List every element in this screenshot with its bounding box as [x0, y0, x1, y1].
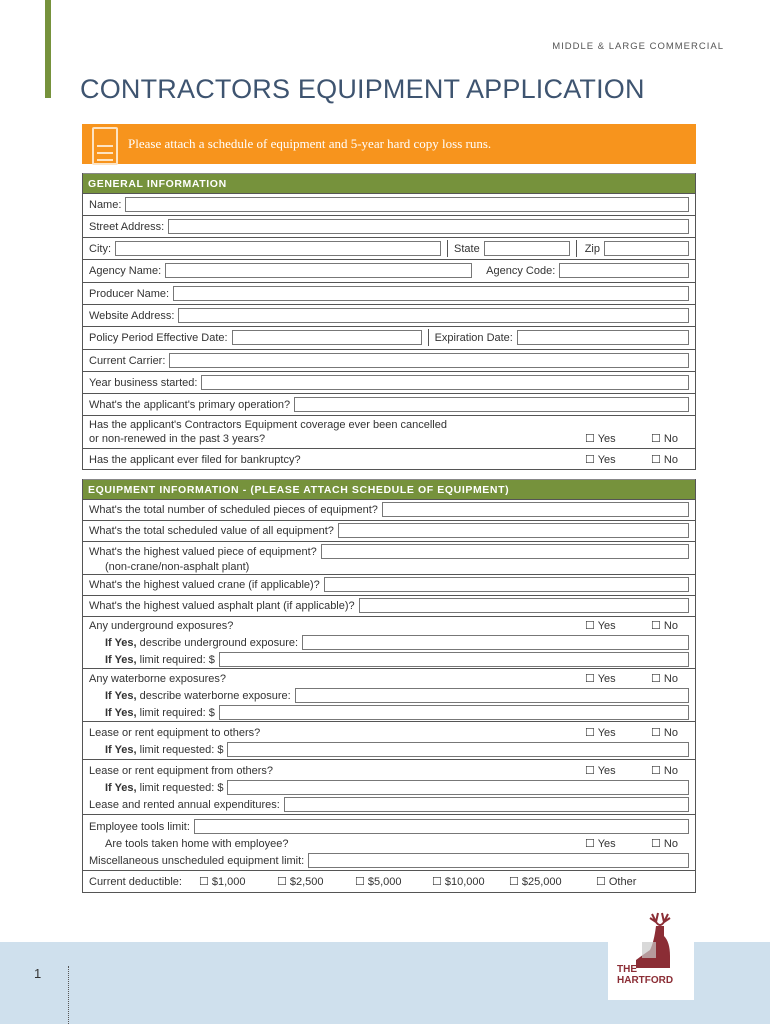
deductible-5000-checkbox[interactable]: ☐ $5,000	[354, 876, 402, 888]
zip-field[interactable]	[604, 241, 689, 256]
city-label: City:	[89, 242, 111, 255]
lease-from-limit-field[interactable]	[227, 780, 689, 795]
lease-to-limit-label: limit requested: $	[139, 743, 224, 756]
hartford-logo	[608, 912, 694, 1000]
deductible-label: Current deductible:	[89, 875, 182, 888]
agency-name-label: Agency Name:	[89, 264, 162, 277]
agency-name-field[interactable]	[165, 263, 472, 278]
deductible-10000-checkbox[interactable]: ☐ $10,000	[431, 876, 485, 888]
if-yes-label: If Yes,	[105, 743, 137, 756]
current-carrier-field[interactable]	[169, 353, 689, 368]
lease-expenditures-label: Lease and rented annual expenditures:	[89, 798, 280, 811]
lease-from-yes-checkbox[interactable]: ☐ Yes	[585, 765, 616, 777]
name-field[interactable]	[125, 197, 689, 212]
effective-date-label: Policy Period Effective Date:	[89, 331, 228, 344]
name-label: Name:	[89, 198, 122, 211]
agency-code-label: Agency Code:	[486, 264, 556, 277]
stag-icon	[608, 912, 694, 1000]
if-yes-label: If Yes,	[105, 689, 137, 702]
general-information-section	[82, 173, 696, 470]
bankruptcy-no-checkbox[interactable]: ☐ No	[651, 454, 678, 466]
underground-limit-field[interactable]	[219, 652, 689, 667]
operation-label: What's the applicant's primary operation?	[89, 398, 291, 411]
lease-from-question: Lease or rent equipment from others?	[89, 764, 274, 777]
waterborne-limit-field[interactable]	[219, 705, 689, 720]
tools-home-question: Are tools taken home with employee?	[105, 837, 289, 850]
banner-text: Please attach a schedule of equipment and 5-year hard copy loss runs.	[128, 136, 492, 151]
lease-from-limit-label: limit requested: $	[139, 781, 224, 794]
page-title: CONTRACTORS EQUIPMENT APPLICATION	[80, 74, 645, 104]
waterborne-question: Any waterborne exposures?	[89, 672, 226, 685]
section-heading: EQUIPMENT INFORMATION - (PLEASE ATTACH SCHEDULE OF EQUIPMENT)	[83, 479, 695, 499]
series-label: MIDDLE & LARGE COMMERCIAL	[552, 41, 724, 52]
asphalt-label: What's the highest valued asphalt plant (if applicable)?	[89, 599, 355, 612]
section-heading: GENERAL INFORMATION	[83, 173, 695, 193]
cancelled-yes-checkbox[interactable]: ☐ Yes	[585, 433, 616, 445]
if-yes-label: If Yes,	[105, 636, 137, 649]
total-value-label: What's the total scheduled value of all equipment?	[89, 524, 334, 537]
total-value-field[interactable]	[338, 523, 689, 538]
primary-operation-field[interactable]	[294, 397, 689, 412]
tools-home-no-checkbox[interactable]: ☐ No	[651, 838, 678, 850]
dotted-divider	[68, 966, 69, 1024]
total-pieces-label: What's the total number of scheduled pieces of equipment?	[89, 503, 378, 516]
highest-piece-label: What's the highest valued piece of equipment?	[89, 545, 317, 558]
underground-no-checkbox[interactable]: ☐ No	[651, 620, 678, 632]
if-yes-label: If Yes,	[105, 781, 137, 794]
expiration-date-label: Expiration Date:	[434, 331, 513, 344]
waterborne-describe-field[interactable]	[295, 688, 689, 703]
deductible-1000-checkbox[interactable]: ☐ $1,000	[198, 876, 246, 888]
deductible-other-checkbox[interactable]: ☐ Other	[595, 876, 637, 888]
waterborne-no-checkbox[interactable]: ☐ No	[651, 673, 678, 685]
lease-to-yes-checkbox[interactable]: ☐ Yes	[585, 727, 616, 739]
waterborne-yes-checkbox[interactable]: ☐ Yes	[585, 673, 616, 685]
waterborne-limit-label: limit required: $	[139, 706, 215, 719]
underground-limit-label: limit required: $	[139, 653, 215, 666]
employee-tools-label: Employee tools limit:	[89, 820, 190, 833]
logo-text: THE HARTFORD	[617, 964, 674, 986]
asphalt-field[interactable]	[359, 598, 689, 613]
lease-to-no-checkbox[interactable]: ☐ No	[651, 727, 678, 739]
expiration-date-field[interactable]	[517, 330, 689, 345]
street-label: Street Address:	[89, 220, 165, 233]
lease-to-question: Lease or rent equipment to others?	[89, 726, 261, 739]
total-pieces-field[interactable]	[382, 502, 689, 517]
website-label: Website Address:	[89, 309, 175, 322]
waterborne-describe-label: describe waterborne exposure:	[139, 689, 291, 702]
year-label: Year business started:	[89, 376, 198, 389]
cancelled-no-checkbox[interactable]: ☐ No	[651, 433, 678, 445]
equipment-information-section	[82, 479, 696, 893]
zip-label: Zip	[584, 242, 600, 255]
cancelled-question-cont: or non-renewed in the past 3 years?	[89, 432, 266, 445]
employee-tools-field[interactable]	[194, 819, 689, 834]
website-field[interactable]	[178, 308, 689, 323]
document-icon	[92, 127, 118, 165]
highest-piece-note: (non-crane/non-asphalt plant)	[105, 560, 250, 573]
underground-yes-checkbox[interactable]: ☐ Yes	[585, 620, 616, 632]
lease-expenditures-field[interactable]	[284, 797, 689, 812]
tools-home-yes-checkbox[interactable]: ☐ Yes	[585, 838, 616, 850]
deductible-2500-checkbox[interactable]: ☐ $2,500	[276, 876, 324, 888]
underground-describe-field[interactable]	[302, 635, 689, 650]
carrier-label: Current Carrier:	[89, 354, 166, 367]
city-field[interactable]	[115, 241, 441, 256]
state-field[interactable]	[484, 241, 570, 256]
highest-piece-field[interactable]	[321, 544, 689, 559]
lease-from-no-checkbox[interactable]: ☐ No	[651, 765, 678, 777]
street-address-field[interactable]	[168, 219, 689, 234]
producer-name-field[interactable]	[173, 286, 689, 301]
attach-banner	[82, 124, 696, 164]
misc-limit-field[interactable]	[308, 853, 689, 868]
if-yes-label: If Yes,	[105, 706, 137, 719]
cancelled-question: Has the applicant's Contractors Equipment coverage ever been cancelled	[89, 418, 447, 431]
accent-bar	[45, 0, 51, 98]
effective-date-field[interactable]	[232, 330, 422, 345]
state-label: State	[454, 242, 480, 255]
if-yes-label: If Yes,	[105, 653, 137, 666]
underground-question: Any underground exposures?	[89, 619, 234, 632]
agency-code-field[interactable]	[559, 263, 689, 278]
crane-label: What's the highest valued crane (if applicable)?	[89, 578, 320, 591]
producer-label: Producer Name:	[89, 287, 170, 300]
lease-to-limit-field[interactable]	[227, 742, 689, 757]
deductible-25000-checkbox[interactable]: ☐ $25,000	[508, 876, 562, 888]
bankruptcy-question: Has the applicant ever filed for bankruptcy?	[89, 453, 301, 466]
crane-field[interactable]	[324, 577, 689, 592]
bankruptcy-yes-checkbox[interactable]: ☐ Yes	[585, 454, 616, 466]
underground-describe-label: describe underground exposure:	[139, 636, 299, 649]
page-number: 1	[34, 966, 42, 981]
misc-limit-label: Miscellaneous unscheduled equipment limit:	[89, 854, 305, 867]
year-started-field[interactable]	[201, 375, 689, 390]
